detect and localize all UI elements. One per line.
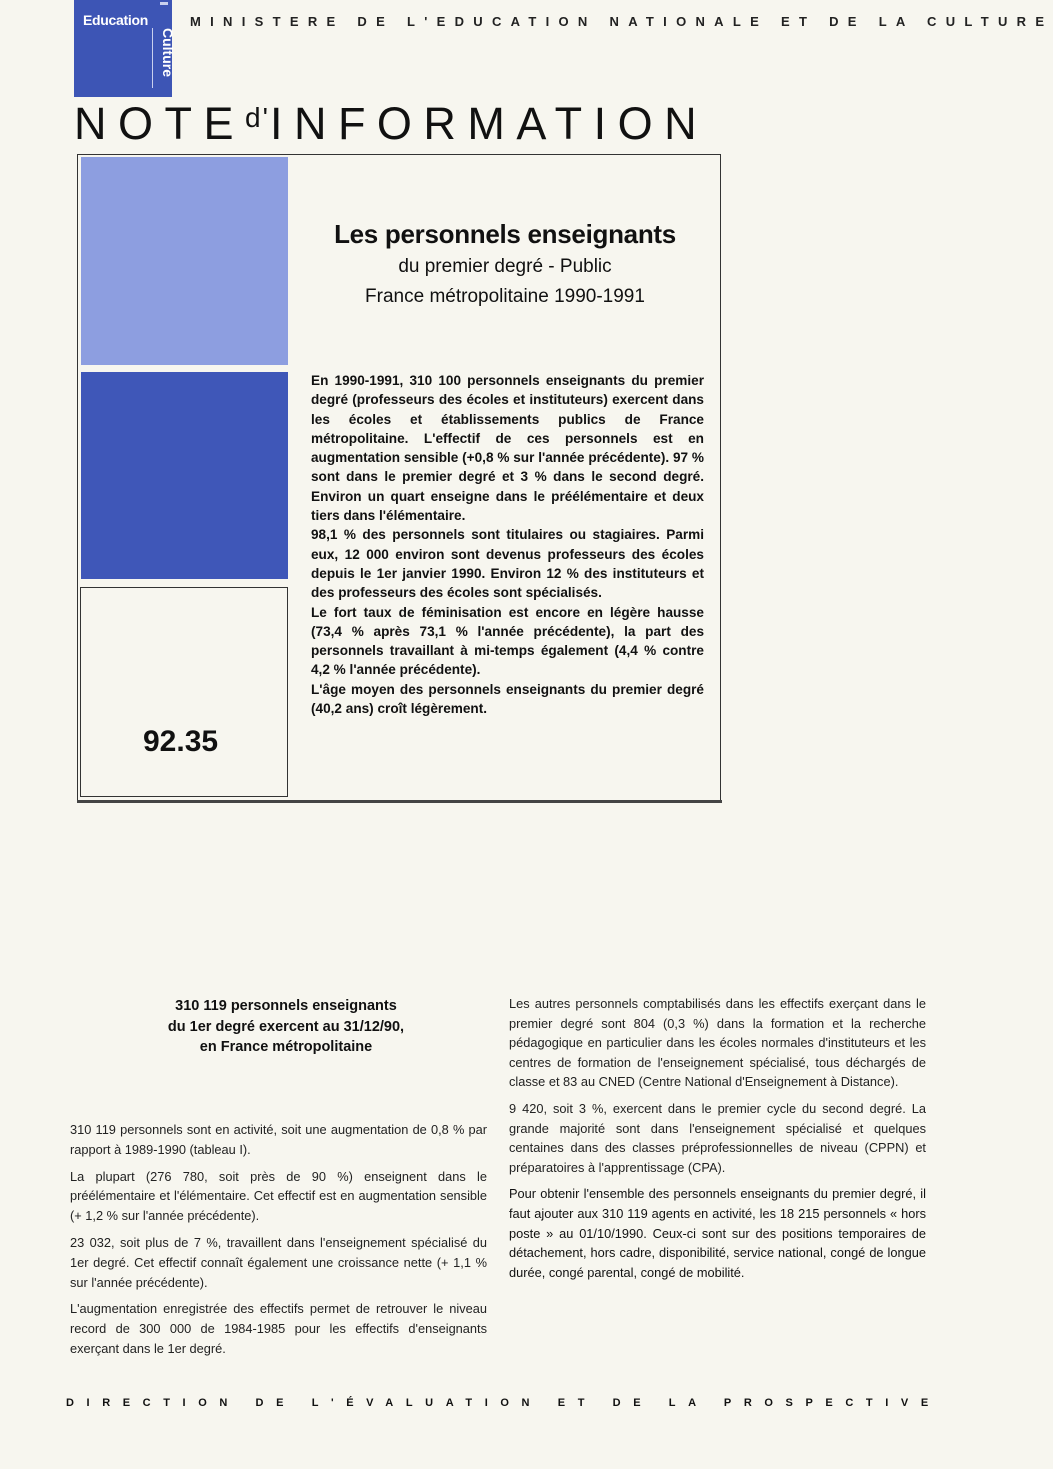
title-note: NOTE <box>74 98 246 149</box>
logo-divider <box>152 28 153 88</box>
left-column-body <box>70 1120 487 1366</box>
ministry-logo <box>74 0 176 97</box>
body-paragraph: Les autres personnels comptabilisés dans les effectifs exerçant dans le premier degré sont 804 (0,3 %) dans la formation et la recherche pédagogique en particulier dans les écoles normales d'instituteurs et les centres de formation de l'enseignement spécialisé, tous déchargés de classe et 83 au CNED (Centre National d'Enseignement à Distance). <box>509 996 926 1090</box>
summary-paragraph: Le fort taux de féminisation est encore en légère hausse (73,4 % après 73,1 % l'année précédente), la part des personnels travaillant à mi-temps également (4,4 % contre 4,2 % l'année précédente). <box>311 604 704 678</box>
decor-light-blue-square <box>81 157 288 365</box>
decor-dark-blue-square <box>81 372 288 579</box>
section-heading-line: 310 119 personnels enseignants <box>175 998 397 1014</box>
body-paragraph: L'augmentation enregistrée des effectifs permet de retrouver le niveau record de 300 000 de 1984-1985 pour les effectifs d'enseignants exerçant dans le 1er degré. <box>70 1301 487 1356</box>
logo-culture-text: Culture <box>160 28 176 77</box>
title-information: INFORMATION <box>269 98 709 149</box>
document-subtitle-2: France métropolitaine 1990-1991 <box>365 286 645 307</box>
frame-bottom-rule <box>77 800 722 803</box>
issue-number: 92.35 <box>143 725 219 758</box>
title-apostrophe: d' <box>245 102 270 133</box>
section-heading <box>84 996 488 1058</box>
body-paragraph: 9 420, soit 3 %, exercent dans le premier cycle du second degré. La grande majorité sont dans l'enseignement spécialisé et quelques centaines dans des classes préprofessionnelles de niveau (CPPN) et préparatoires à l'apprentissage (CPA). <box>509 1100 926 1175</box>
summary-text <box>311 371 704 718</box>
summary-paragraph: 98,1 % des personnels sont titulaires ou stagiaires. Parmi eux, 12 000 environ sont devenus professeurs des écoles depuis le 1er janvier 1990. Environ 12 % des instituteurs et des professeurs des écoles sont spécialisés. <box>311 527 704 601</box>
body-paragraph: 23 032, soit plus de 7 %, travaillent dans l'enseignement spécialisé du 1er degré. Cet effectif connaît également une croissance nette (+ 1,1 % sur l'année précédente). <box>70 1234 487 1290</box>
body-paragraph: 310 119 personnels sont en activité, soit une augmentation de 0,8 % par rapport à 1989-1990 (tableau I). <box>70 1122 487 1157</box>
body-paragraph: Pour obtenir l'ensemble des personnels enseignants du premier degré, il faut ajouter aux 310 119 agents en activité, les 18 215 personnels « hors poste » au 01/10/1990. Ceux-ci sont sur des positions temporaires de détachement, hors cadre, disponibilité, service national, congé de longue durée, congé parental, congé de mobilité. <box>509 1186 926 1280</box>
section-heading-line: du 1er degré exercent au 31/12/90, <box>167 1018 405 1035</box>
ministry-name: MINISTERE DE L'EDUCATION NATIONALE ET DE LA CULTURE <box>190 14 1053 29</box>
logo-mark <box>160 2 168 5</box>
issue-number-box <box>80 587 288 797</box>
logo-education-text: Education <box>83 12 148 28</box>
footer-direction: DIRECTION DE L'ÉVALUATION ET DE LA PROSPECTIVE <box>66 1397 941 1409</box>
body-paragraph: La plupart (276 780, soit près de 90 %) enseignent dans le préélémentaire et l'élémentaire. Cet effectif est en augmentation sensible (+ 1,2 % sur l'année précédente). <box>70 1168 487 1224</box>
summary-paragraph: L'âge moyen des personnels enseignants du premier degré (40,2 ans) croît légèrement. <box>311 681 704 717</box>
document-subtitle-1: du premier degré - Public <box>398 256 612 277</box>
section-heading-line: en France métropolitaine <box>199 1039 373 1055</box>
document-title: Les personnels enseignants <box>334 219 676 249</box>
page-title <box>74 98 708 150</box>
summary-paragraph: En 1990-1991, 310 100 personnels enseignants du premier degré (professeurs des écoles et instituteurs) exercent dans les écoles et établissements publics de France métropolitaine. L'effectif de ces personnels est en augmentation sensible (+0,8 % sur l'année précédente). 97 % sont dans le premier degré et 3 % dans le second degré. Environ un quart enseigne dans le préélémentaire et deux tiers dans l'élémentaire. <box>311 373 704 524</box>
right-column-body <box>509 994 926 1289</box>
